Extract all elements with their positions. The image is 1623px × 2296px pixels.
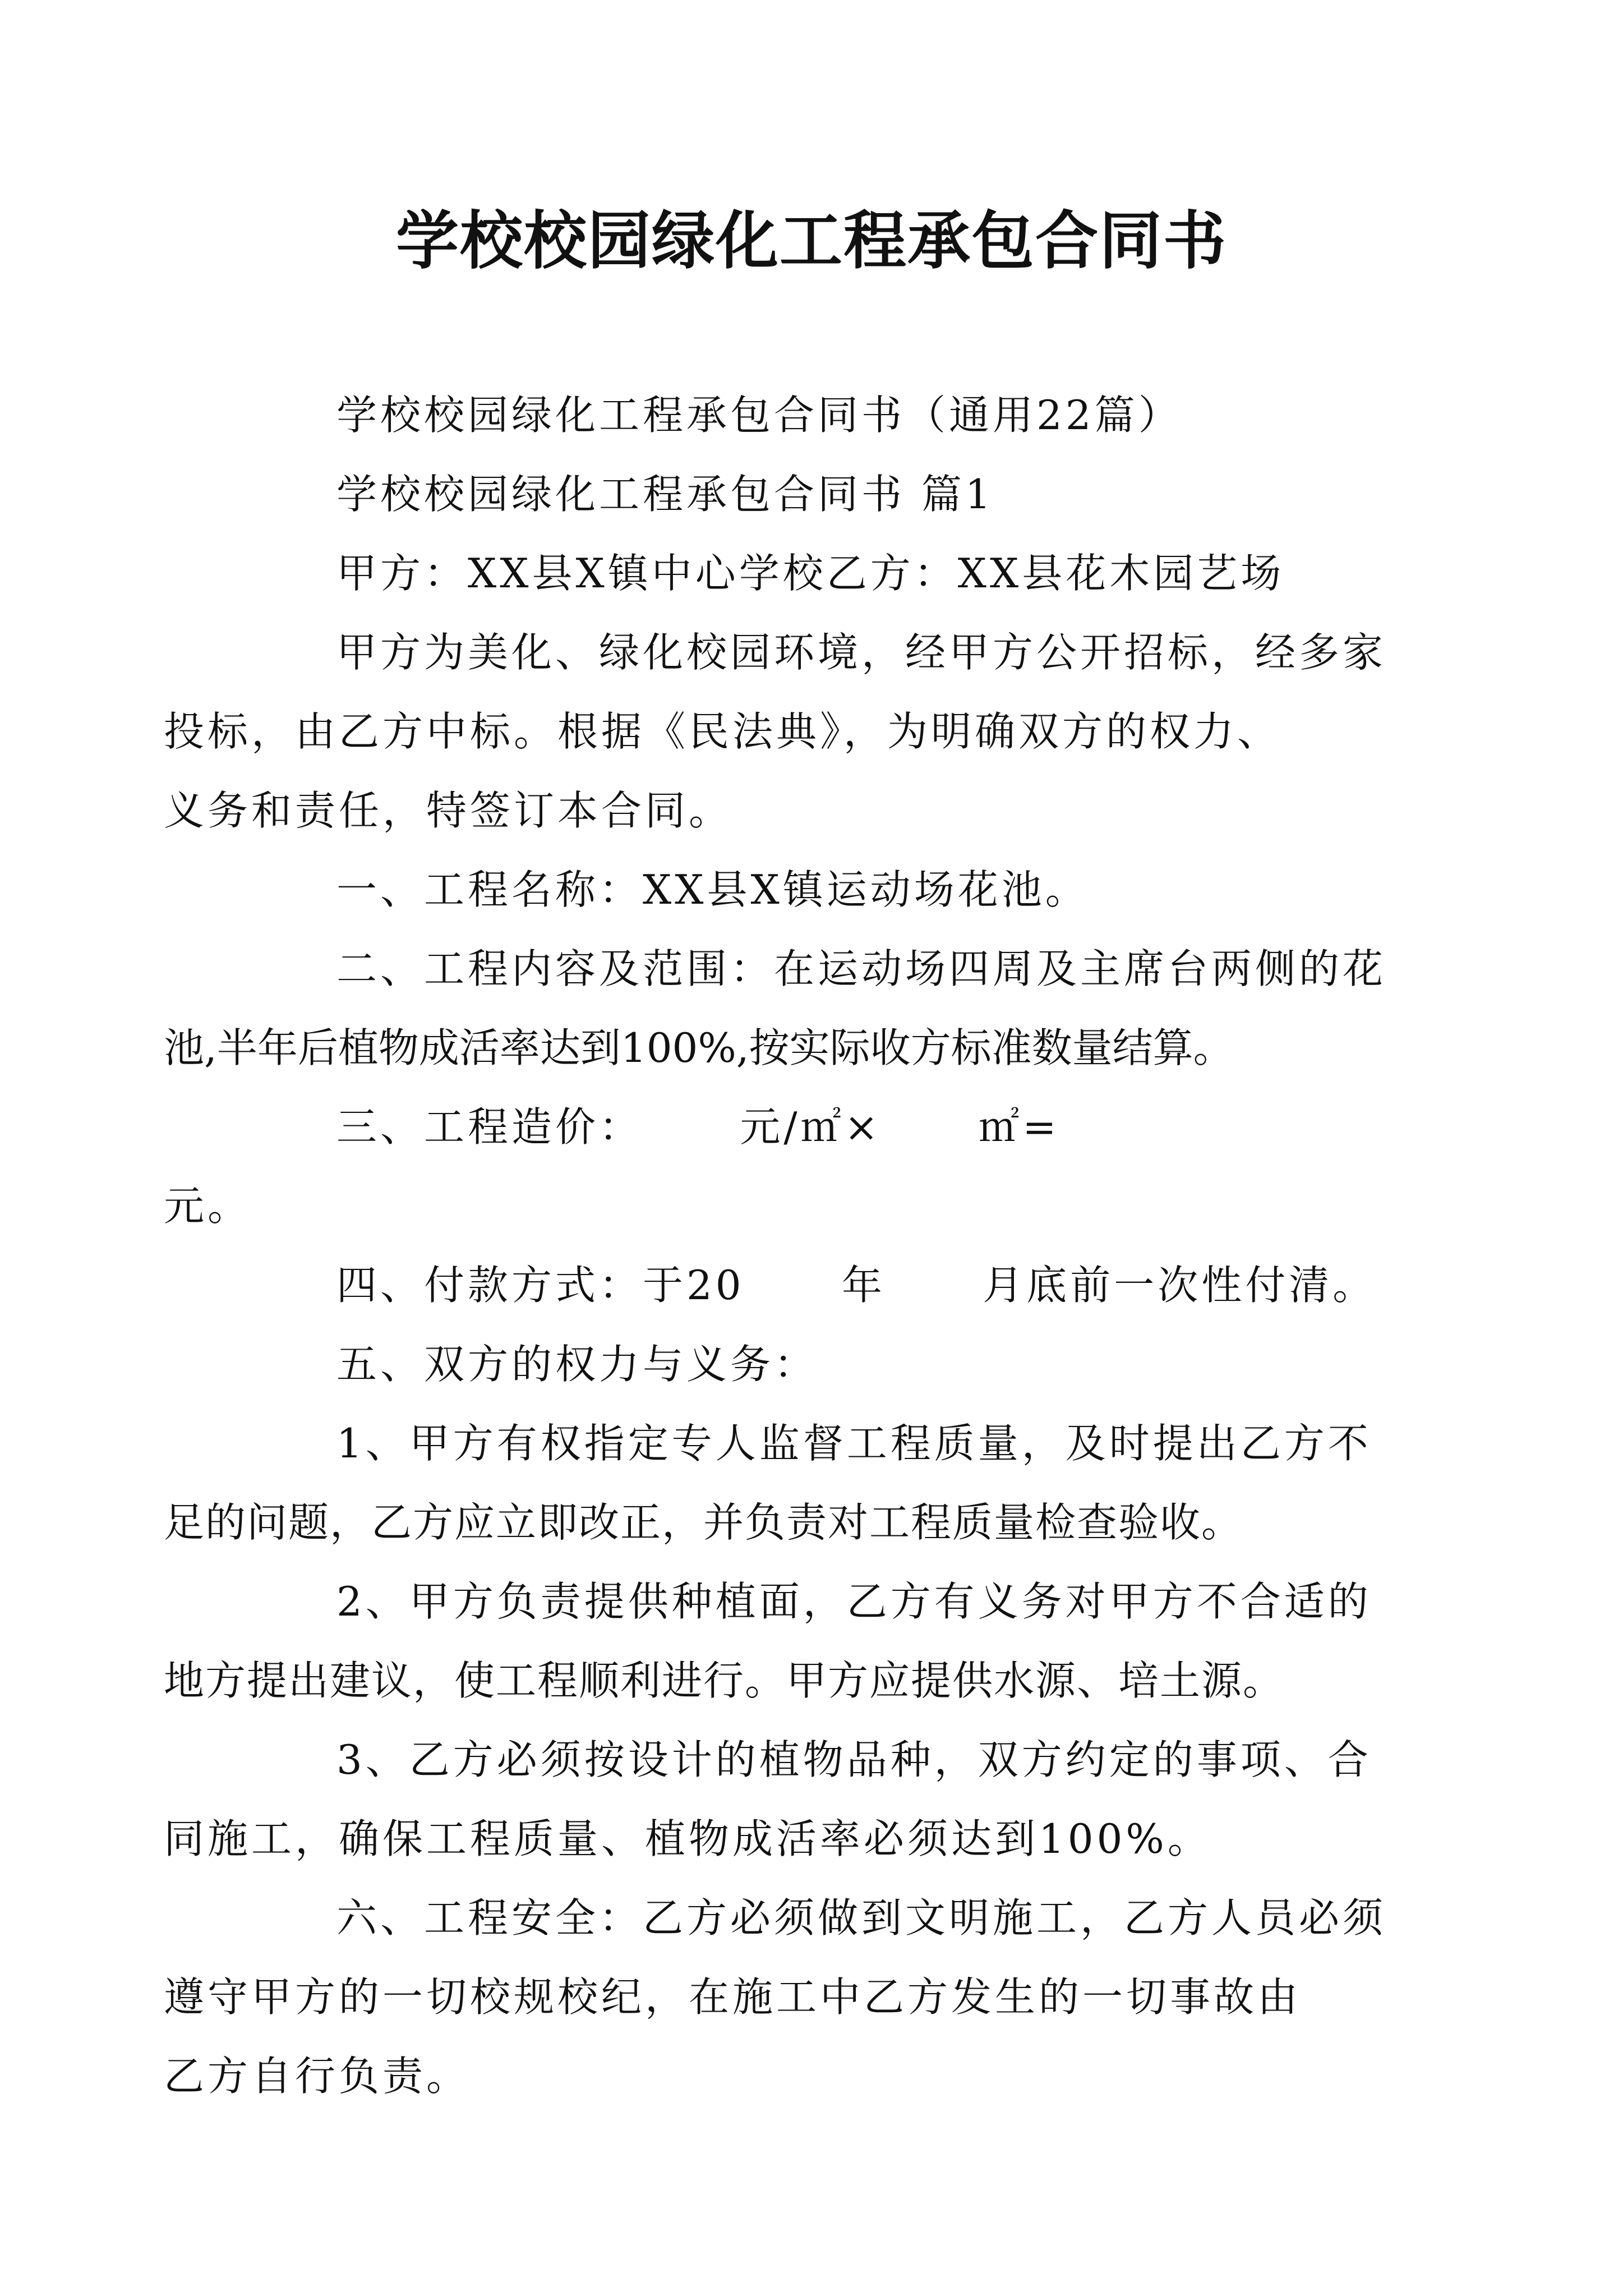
paragraph-subtitle (250, 376, 1394, 455)
paragraph-clause-1 (250, 850, 1394, 930)
paragraph-section-heading (250, 455, 1394, 534)
paragraph-line: 二、工程内容及范围：在运动场四周及主席台两侧的花 (336, 945, 1387, 992)
paragraph-item-2 (164, 1562, 1394, 1720)
paragraph-line: 池,半年后植物成活率达到100%,按实际收方标准数量结算。 (164, 1024, 1234, 1071)
paragraph-clause-2 (164, 930, 1394, 1088)
paragraph-clause-6 (164, 1879, 1394, 2116)
paragraph-line: 2、甲方负责提供种植面，乙方有义务对甲方不合适的 (336, 1578, 1372, 1625)
paragraph-line: 六、工程安全：乙方必须做到文明施工，乙方人员必须 (336, 1894, 1387, 1941)
paragraph-line: 足的问题，乙方应立即改正，并负责对工程质量检查验收。 (164, 1499, 1243, 1546)
paragraph-line: 一、工程名称：XX县X镇运动场花池。 (336, 866, 1089, 913)
paragraph-line: 五、双方的权力与义务： (336, 1341, 818, 1388)
paragraph-line: 3、乙方必须按设计的植物品种，双方约定的事项、合 (336, 1736, 1372, 1783)
paragraph-item-1 (164, 1404, 1394, 1562)
paragraph-line: 义务和责任，特签订本合同。 (164, 787, 733, 834)
document-body (164, 376, 1394, 2116)
document-title: 学校校园绿化工程承包合同书 (396, 204, 1227, 278)
paragraph-line: 地方提出建议，使工程顺利进行。甲方应提供水源、培土源。 (164, 1657, 1285, 1704)
paragraph-line: 元。 (164, 1182, 252, 1230)
paragraph-line: 1、甲方有权指定专人监督工程质量，及时提出乙方不 (336, 1420, 1372, 1467)
paragraph-preamble (164, 613, 1394, 850)
paragraph-clause-3 (164, 1088, 1394, 1246)
paragraph-line: 投标，由乙方中标。根据《民法典》，为明确双方的权力、 (164, 708, 1281, 755)
paragraph-line: 乙方自行负责。 (164, 2053, 471, 2100)
paragraph-clause-5 (250, 1325, 1394, 1404)
paragraph-clause-4 (250, 1246, 1394, 1325)
paragraph-line: 四、付款方式：于20 年 月底前一次性付清。 (336, 1262, 1377, 1309)
paragraph-line: 甲方：XX县X镇中心学校乙方：XX县花木园艺场 (336, 550, 1285, 597)
paragraph-line: 同施工，确保工程质量、植物成活率必须达到100%。 (164, 1815, 1211, 1862)
paragraph-parties (250, 534, 1394, 613)
paragraph-item-3 (164, 1720, 1394, 1879)
paragraph-line: 三、工程造价： 元/㎡× ㎡= (336, 1103, 1060, 1151)
paragraph-line: 学校校园绿化工程承包合同书 篇1 (336, 471, 994, 518)
paragraph-line: 学校校园绿化工程承包合同书（通用22篇） (336, 392, 1182, 439)
paragraph-line: 甲方为美化、绿化校园环境，经甲方公开招标，经多家 (336, 629, 1387, 676)
paragraph-line: 遵守甲方的一切校规校纪，在施工中乙方发生的一切事故由 (164, 1973, 1302, 2021)
